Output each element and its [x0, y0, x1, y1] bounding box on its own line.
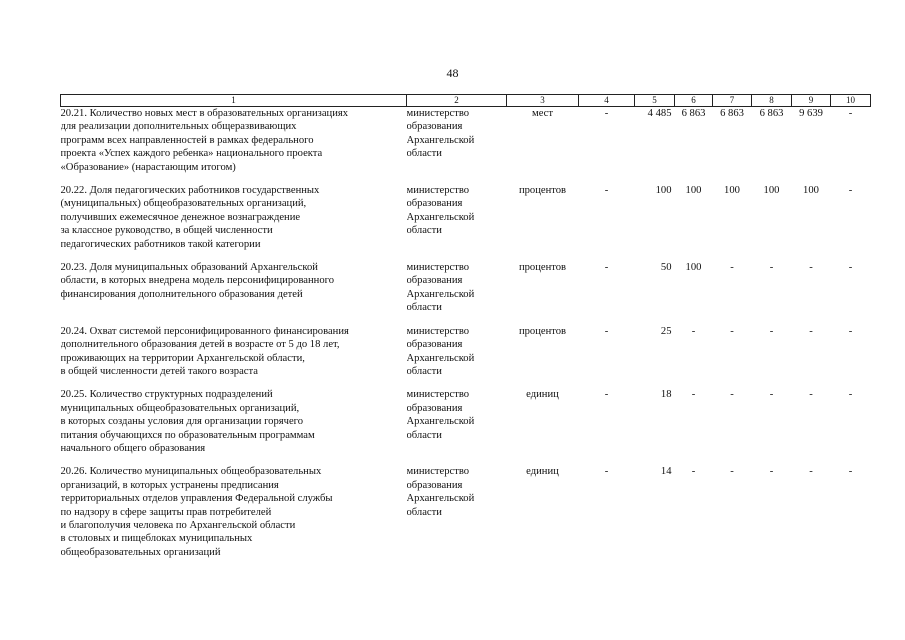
value-cell: -	[691, 389, 696, 401]
value-cell: -	[848, 262, 853, 274]
indicator-name-line: 20.23. Доля муниципальных образований Архангельской	[60, 262, 318, 274]
value-cell: 50	[660, 262, 672, 274]
column-header: 5	[635, 95, 675, 107]
row-spacer-cell	[61, 378, 871, 388]
table-body	[61, 107, 871, 560]
column-header: 4	[579, 95, 635, 107]
value-cell: 100	[685, 185, 702, 197]
responsible-line: области	[406, 506, 442, 518]
base-value-cell: -	[604, 262, 609, 274]
column-header: 8	[752, 95, 792, 107]
responsible-cell	[407, 325, 507, 379]
indicator-name-line: в которых созданы условия для организации горячего	[60, 416, 304, 428]
value-cell: -	[848, 389, 853, 401]
responsible-line: Архангельской	[406, 416, 475, 428]
indicator-name-line: 20.21. Количество новых мест в образовательных организациях	[60, 108, 349, 119]
base-value-cell: -	[604, 389, 609, 401]
responsible-line: области	[406, 225, 442, 237]
indicator-name-line: и благополучия человека по Архангельской области	[60, 519, 296, 531]
responsible-line: Архангельской	[406, 352, 475, 364]
unit-cell: процентов	[518, 262, 567, 274]
row-spacer	[61, 251, 871, 261]
value-cell: 100	[763, 185, 780, 197]
value-cell: 4 485	[647, 108, 672, 119]
row-spacer	[61, 315, 871, 325]
table-row	[61, 465, 871, 559]
indicator-name-line: за классное руководство, в общей численности	[60, 225, 273, 237]
responsible-cell	[407, 465, 507, 559]
value-cell: -	[730, 466, 734, 478]
responsible-cell	[407, 184, 507, 251]
value-cell: -	[769, 262, 774, 274]
indicator-name-line: программ всех направленностей в рамках федерального	[60, 134, 314, 146]
responsible-line: образования	[406, 275, 463, 287]
responsible-line: области	[406, 302, 442, 314]
value-cell: -	[769, 466, 774, 478]
column-header: 3	[507, 95, 579, 107]
indicator-name-line: муниципальных общеобразовательных организаций,	[60, 402, 300, 414]
row-spacer-cell	[61, 315, 871, 325]
value-cell: 25	[660, 325, 672, 337]
indicator-name-line: «Образование» (нарастающим итогом)	[60, 161, 236, 173]
responsible-line: образования	[406, 339, 463, 351]
value-cell: 6 863	[681, 108, 706, 119]
responsible-line: министерство	[406, 466, 470, 478]
value-cell: -	[848, 325, 853, 337]
table-row	[61, 388, 871, 455]
unit-cell: процентов	[518, 185, 567, 197]
value-cell: 100	[803, 185, 819, 197]
indicator-name-line: области, в которых внедрена модель персонифицированного	[60, 275, 335, 287]
indicator-name-line: для реализации дополнительных общеразвивающих	[60, 121, 297, 133]
indicator-name-cell	[61, 465, 407, 559]
indicator-name-line: педагогических работников такой категории	[60, 238, 261, 250]
responsible-line: образования	[406, 121, 463, 133]
responsible-cell	[407, 261, 507, 315]
page-number: 48	[446, 66, 459, 80]
indicator-name-cell	[61, 388, 407, 455]
indicator-name-cell	[61, 261, 407, 315]
value-cell: 9 639	[799, 108, 823, 119]
column-header: 2	[407, 95, 507, 107]
row-spacer-cell	[61, 251, 871, 261]
value-cell: 100	[724, 185, 740, 197]
indicator-name-cell	[61, 325, 407, 379]
value-cell: -	[730, 325, 734, 337]
value-cell: 14	[660, 466, 672, 478]
value-cell: 6 863	[759, 108, 784, 119]
indicator-name-cell	[61, 107, 407, 175]
indicator-name-line: проекта «Успех каждого ребенка» национального проекта	[60, 148, 323, 160]
responsible-line: Архангельской	[406, 211, 475, 223]
indicator-name-line: 20.25. Количество структурных подразделений	[60, 389, 273, 401]
value-cell: -	[730, 389, 734, 401]
value-cell: -	[769, 389, 774, 401]
row-spacer	[61, 174, 871, 184]
column-header: 10	[831, 95, 871, 107]
indicator-name-line: получивших ежемесячное денежное вознаграждение	[60, 211, 301, 223]
column-header: 9	[792, 95, 831, 107]
column-header: 6	[675, 95, 713, 107]
row-spacer-cell	[61, 455, 871, 465]
value-cell: 100	[685, 262, 702, 274]
responsible-line: Архангельской	[406, 493, 475, 505]
value-cell: 6 863	[720, 108, 744, 119]
indicator-name-cell	[61, 184, 407, 251]
indicator-name-line: организаций, в которых устранены предписания	[60, 479, 279, 491]
column-header: 7	[713, 95, 752, 107]
indicator-name-line: общеобразовательных организаций	[60, 546, 221, 558]
value-cell: -	[848, 108, 853, 119]
row-spacer-cell	[61, 174, 871, 184]
table-row	[61, 325, 871, 379]
responsible-line: министерство	[406, 108, 470, 119]
base-value-cell: -	[604, 185, 609, 197]
value-cell: 100	[655, 185, 672, 197]
indicator-name-line: финансирования дополнительного образования детей	[60, 288, 303, 300]
column-header: 1	[61, 95, 407, 107]
row-spacer	[61, 378, 871, 388]
responsible-line: области	[406, 429, 442, 441]
unit-cell: процентов	[518, 325, 567, 337]
value-cell: -	[809, 262, 813, 274]
row-spacer	[61, 455, 871, 465]
responsible-line: министерство	[406, 389, 470, 401]
responsible-line: области	[406, 365, 442, 377]
unit-cell: единиц	[526, 466, 559, 478]
responsible-line: области	[406, 148, 442, 160]
base-value-cell: -	[604, 466, 609, 478]
indicator-name-line: 20.26. Количество муниципальных общеобразовательных	[60, 466, 322, 478]
indicator-name-line: проживающих на территории Архангельской области,	[60, 352, 305, 364]
indicator-name-line: 20.24. Охват системой персонифицированного финансирования	[60, 325, 349, 337]
indicator-name-line: территориальных отделов управления Федеральной службы	[60, 493, 333, 505]
unit-cell: единиц	[526, 389, 559, 401]
indicator-name-line: (муниципальных) общеобразовательных организаций,	[60, 198, 307, 210]
value-cell: -	[848, 466, 853, 478]
value-cell: -	[848, 185, 853, 197]
table-row	[61, 261, 871, 315]
value-cell: 18	[660, 389, 672, 401]
value-cell: -	[691, 325, 696, 337]
indicator-name-line: начального общего образования	[60, 442, 206, 454]
responsible-line: образования	[406, 402, 463, 414]
responsible-line: министерство	[406, 185, 470, 197]
indicator-name-line: 20.22. Доля педагогических работников государственных	[60, 185, 320, 197]
value-cell: -	[809, 466, 813, 478]
indicators-table	[60, 94, 871, 559]
responsible-line: министерство	[406, 325, 470, 337]
value-cell: -	[809, 325, 813, 337]
responsible-line: Архангельской	[406, 134, 475, 146]
responsible-cell	[407, 107, 507, 175]
base-value-cell: -	[604, 325, 609, 337]
responsible-line: Архангельской	[406, 288, 475, 300]
responsible-cell	[407, 388, 507, 455]
table-row	[61, 107, 871, 175]
indicator-name-line: дополнительного образования детей в возрасте от 5 до 18 лет,	[60, 339, 340, 351]
indicator-name-line: в общей численности детей такого возраста	[60, 365, 258, 377]
value-cell: -	[809, 389, 813, 401]
indicator-name-line: питания обучающихся по образовательным программам	[60, 429, 315, 441]
value-cell: -	[730, 262, 734, 274]
responsible-line: образования	[406, 198, 463, 210]
unit-cell: мест	[531, 108, 553, 119]
value-cell: -	[691, 466, 696, 478]
indicator-name-line: в столовых и пищеблоках муниципальных	[60, 533, 253, 545]
responsible-line: образования	[406, 479, 463, 491]
indicator-name-line: по надзору в сфере защиты прав потребителей	[60, 506, 272, 518]
responsible-line: министерство	[406, 262, 470, 274]
base-value-cell: -	[604, 108, 609, 119]
column-number-row	[61, 95, 871, 107]
value-cell: -	[769, 325, 774, 337]
table-row	[61, 184, 871, 251]
